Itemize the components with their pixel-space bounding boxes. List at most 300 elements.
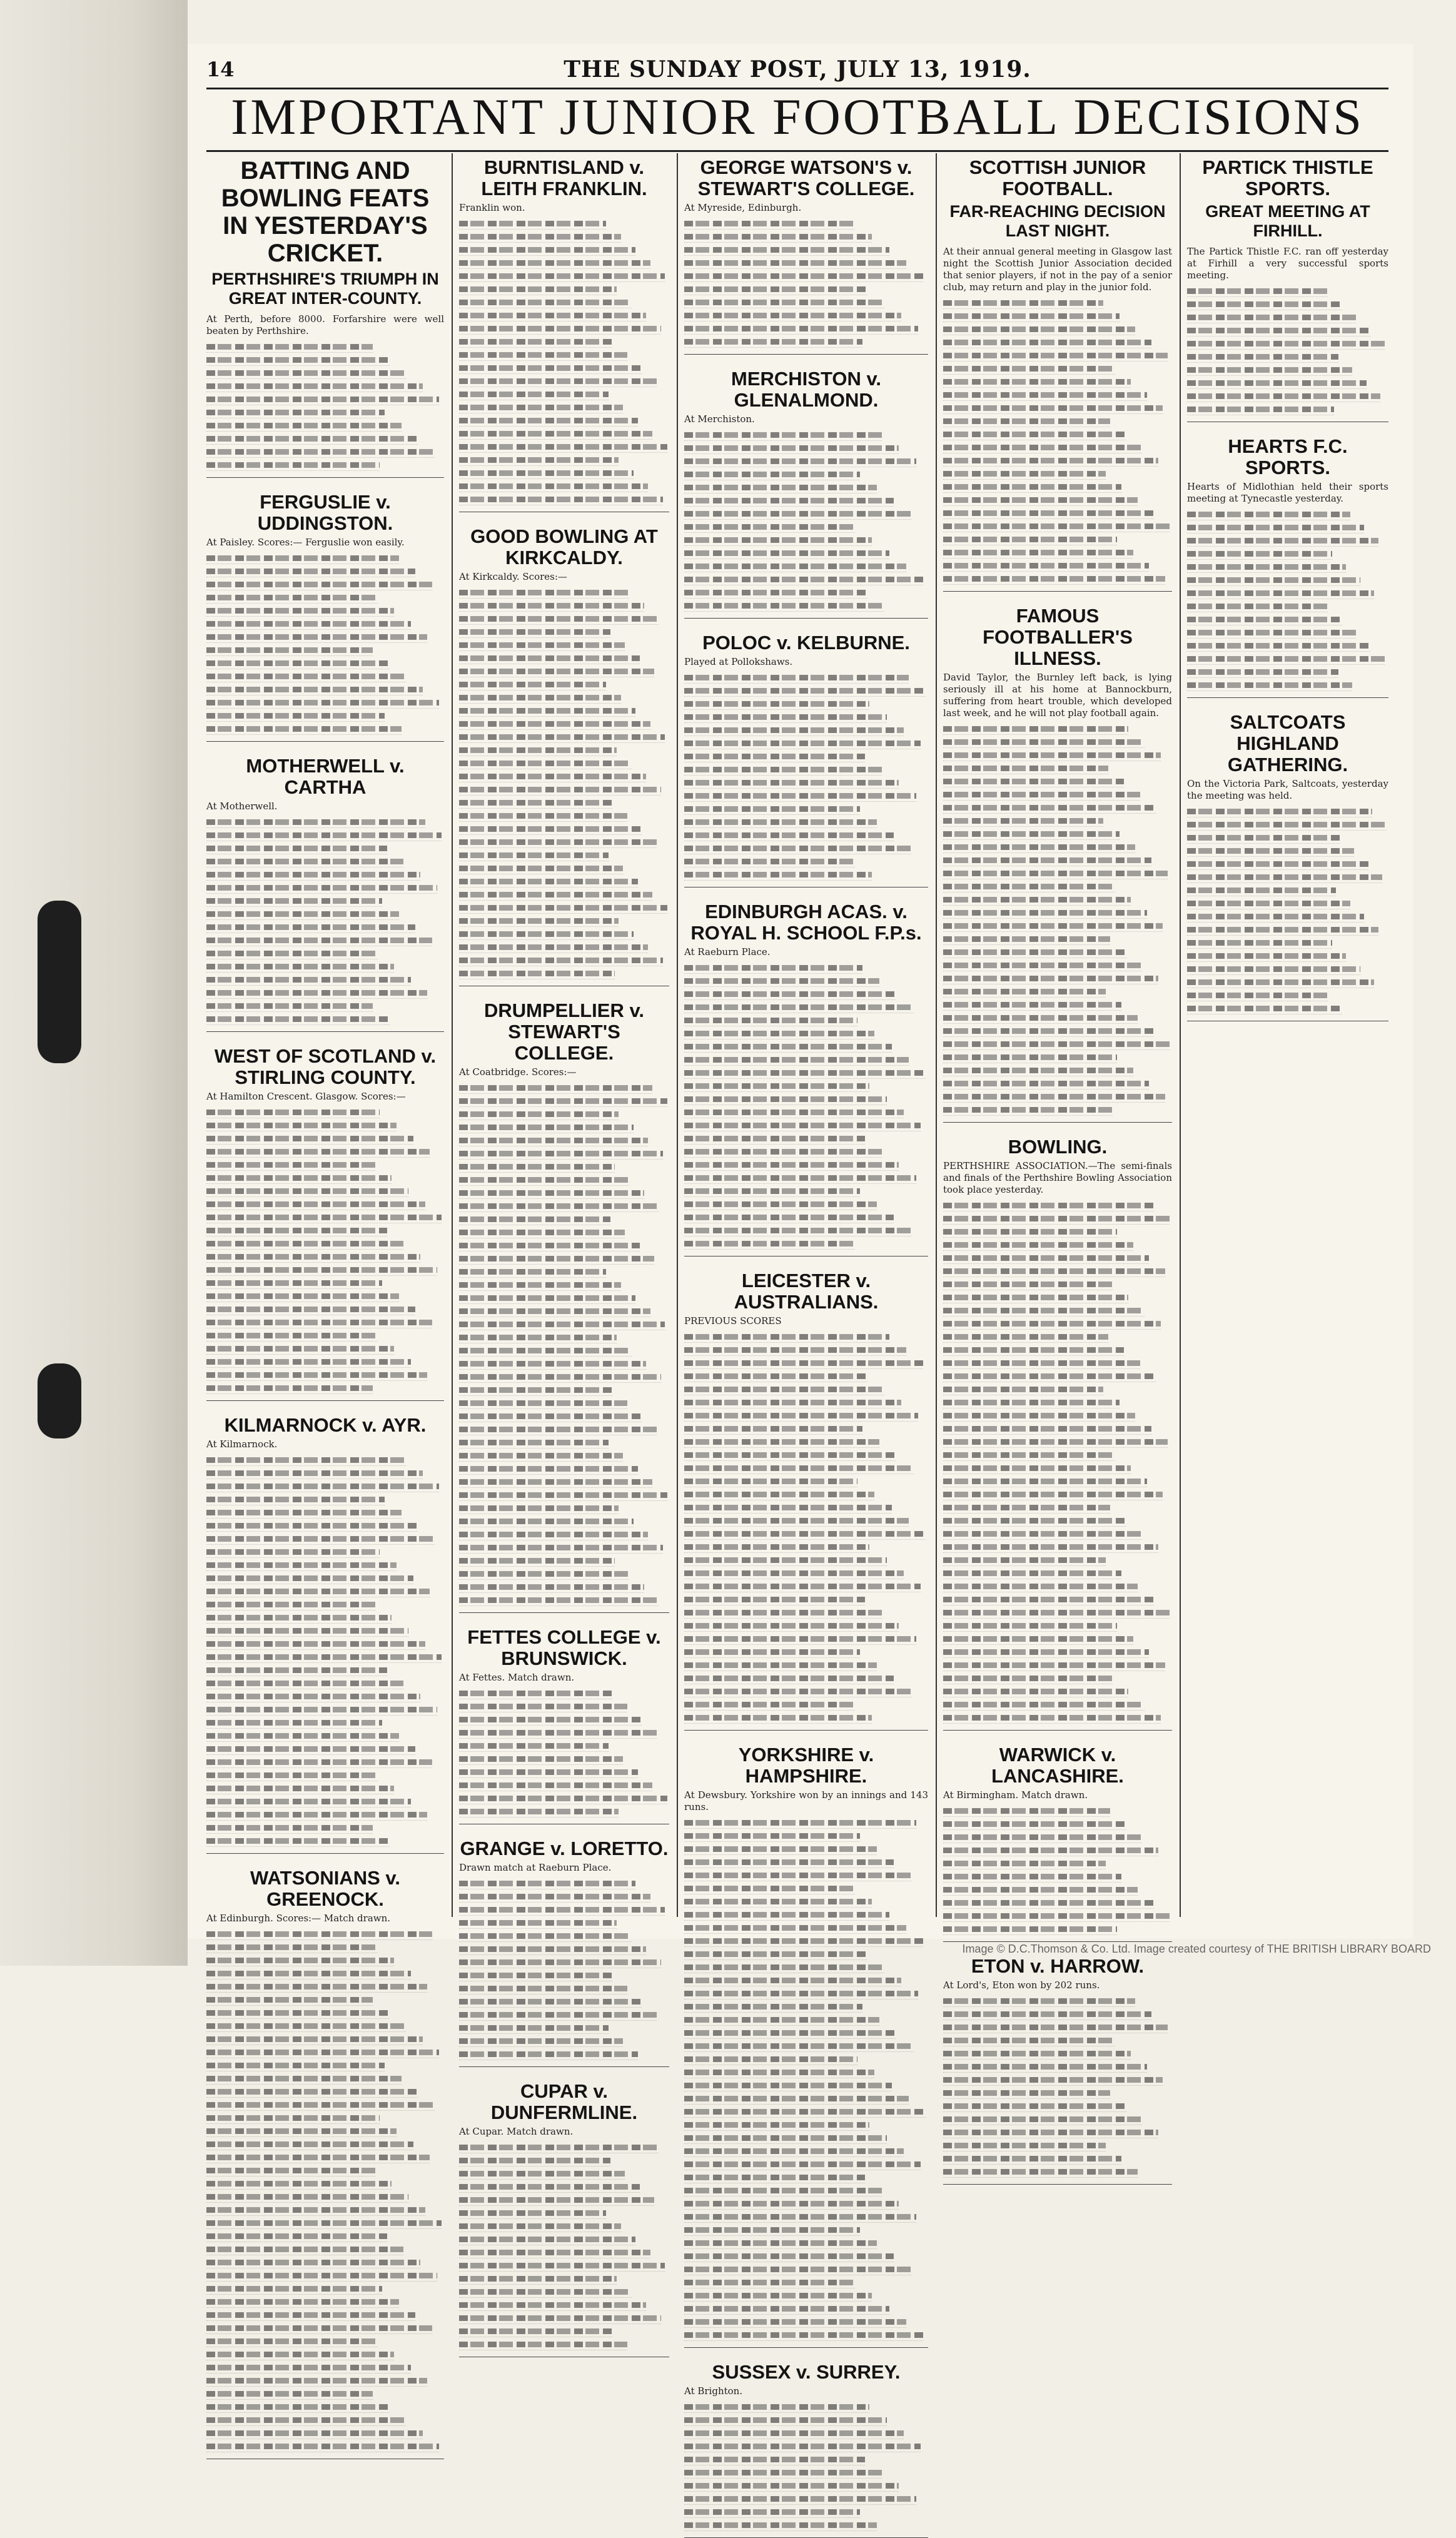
text-line — [206, 433, 418, 445]
text-line — [206, 1343, 394, 1355]
text-line — [943, 2100, 1126, 2112]
text-line — [206, 1756, 432, 1768]
text-line — [943, 389, 1147, 401]
article — [1187, 436, 1388, 698]
article-body-text — [206, 1928, 444, 2452]
article — [459, 1000, 669, 1613]
text-line — [206, 2375, 427, 2387]
text-line — [459, 718, 650, 730]
text-line — [459, 757, 632, 769]
text-line — [943, 1884, 1138, 1896]
text-line — [684, 1922, 906, 1934]
text-line — [206, 618, 411, 630]
text-line — [684, 2480, 899, 2492]
text-line — [459, 428, 652, 440]
article-lead: At Coatbridge. Scores:— — [459, 1066, 577, 1078]
text-line — [684, 1935, 923, 1947]
article-lead: At Kirkcaldy. Scores:— — [459, 571, 567, 582]
text-line — [1187, 298, 1342, 310]
text-line — [684, 829, 894, 841]
column-1 — [206, 153, 444, 1928]
text-line — [943, 560, 1149, 572]
text-line — [943, 547, 1133, 559]
article-body-text — [943, 1995, 1172, 2178]
text-line — [206, 1572, 413, 1584]
article-body-text — [684, 2401, 928, 2531]
text-line — [459, 2141, 659, 2153]
text-line — [943, 907, 1147, 919]
text-line — [206, 2033, 423, 2045]
article-lead: At Lord's, Eton won by 202 runs. — [943, 1979, 1100, 1991]
text-line — [943, 1370, 1156, 1382]
text-line — [206, 2073, 402, 2085]
text-line — [459, 480, 648, 492]
text-line — [943, 1200, 1154, 1211]
text-line — [684, 1146, 882, 1158]
text-line — [206, 631, 427, 643]
text-line — [459, 1766, 638, 1778]
text-line — [459, 2168, 625, 2180]
text-line — [206, 1954, 394, 1966]
text-line — [943, 573, 1165, 585]
text-line — [943, 336, 1151, 348]
text-line — [206, 459, 380, 471]
text-line — [459, 823, 642, 835]
text-line — [684, 2198, 899, 2210]
text-line — [459, 2181, 640, 2193]
article-body-text — [684, 218, 928, 348]
text-line — [206, 1507, 402, 1519]
text-line — [943, 802, 1156, 814]
text-line — [206, 1835, 390, 1847]
text-line — [684, 1856, 894, 1868]
text-line — [206, 2257, 420, 2268]
text-line — [943, 1449, 1115, 1461]
text-line — [206, 2335, 378, 2347]
text-line — [206, 1317, 432, 1328]
article-separator — [684, 1730, 928, 1731]
text-line — [684, 218, 855, 230]
text-line — [684, 1014, 857, 1026]
text-line — [684, 270, 923, 282]
text-line — [459, 244, 635, 256]
text-line — [943, 323, 1135, 335]
text-line — [1187, 666, 1338, 678]
text-line — [1187, 390, 1380, 402]
text-line — [459, 968, 615, 979]
text-line — [1187, 858, 1368, 870]
text-line — [206, 1000, 373, 1012]
text-line — [1187, 403, 1334, 415]
text-line — [943, 1265, 1165, 1277]
text-line — [459, 849, 609, 861]
text-line — [459, 1476, 652, 1488]
headline-rule — [206, 150, 1388, 152]
text-line — [206, 1704, 437, 1716]
text-line — [459, 639, 625, 651]
text-line — [1187, 364, 1352, 376]
article-lead: The Partick Thistle F.C. ran off yesterday at Firhill a very successful sports meeting. — [1187, 246, 1388, 281]
text-line — [1187, 924, 1378, 936]
article-lead: At Myreside, Edinburgh. — [684, 202, 802, 213]
text-line — [206, 1533, 435, 1545]
text-line — [206, 670, 406, 682]
text-line — [206, 1238, 403, 1250]
article — [684, 1744, 928, 2348]
text-line — [684, 1817, 916, 1829]
text-line — [459, 1727, 657, 1739]
text-line — [684, 737, 921, 749]
text-line — [684, 1502, 892, 1514]
text-line — [206, 380, 423, 392]
article — [943, 605, 1172, 1123]
text-line — [684, 1106, 904, 1118]
text-line — [206, 1303, 415, 1315]
text-line — [206, 1013, 390, 1025]
text-line — [1187, 1003, 1342, 1014]
article — [1187, 712, 1388, 1021]
text-line — [684, 2132, 887, 2144]
text-line — [206, 1382, 373, 1394]
text-line — [459, 296, 632, 308]
text-line — [459, 493, 663, 505]
text-line — [206, 1369, 427, 1381]
text-line — [206, 2165, 375, 2177]
text-line — [684, 1896, 872, 1908]
text-line — [459, 1371, 661, 1383]
text-line — [206, 657, 390, 669]
text-line — [684, 1712, 872, 1724]
text-line — [684, 1093, 887, 1105]
text-line — [684, 2211, 916, 2223]
article-subheadline: FAR-REACHING DECISION LAST NIGHT. — [949, 202, 1166, 240]
article-headline: YORKSHIRE v. HAMPSHIRE. — [738, 1744, 874, 1787]
article-lead: At Dewsbury. Yorkshire won by an innings and 143 runs. — [684, 1789, 928, 1812]
article-lead: At Paisley. Scores:— Ferguslie won easily. — [206, 537, 405, 548]
article-headline: FETTES COLLEGE v. BRUNSWICK. — [467, 1626, 661, 1669]
text-line — [684, 856, 855, 867]
text-line — [1187, 587, 1374, 599]
binding-shadow — [38, 901, 81, 1063]
text-line — [943, 350, 1168, 361]
article — [206, 1415, 444, 1854]
text-line — [206, 1251, 420, 1263]
text-line — [684, 1528, 926, 1540]
text-line — [206, 1106, 380, 1118]
text-line — [459, 902, 667, 914]
text-line — [684, 2185, 882, 2197]
text-line — [206, 2138, 413, 2150]
text-line — [943, 1051, 1117, 1063]
text-line — [206, 1717, 382, 1729]
text-line — [684, 1370, 867, 1382]
text-line — [684, 2506, 860, 2518]
text-line — [459, 1502, 619, 1514]
text-line — [206, 2427, 423, 2439]
text-line — [684, 429, 882, 441]
article-headline: PARTICK THISTLE SPORTS. — [1202, 156, 1373, 200]
article-lead: Drawn match at Raeburn Place. — [459, 1862, 612, 1873]
text-line — [459, 665, 654, 677]
text-line — [943, 2061, 1147, 2073]
text-line — [1187, 535, 1378, 547]
text-line — [206, 1968, 411, 1979]
text-line — [206, 1211, 442, 1223]
text-line — [459, 349, 627, 361]
text-line — [459, 388, 609, 400]
text-line — [943, 1528, 1142, 1540]
text-line — [459, 1753, 623, 1765]
article-headline: MERCHISTON v. GLENALMOND. — [731, 368, 881, 411]
text-line — [1187, 911, 1364, 923]
article — [684, 2362, 928, 2538]
text-line — [943, 1910, 1170, 1922]
article — [459, 1838, 669, 2067]
text-line — [684, 842, 911, 854]
text-line — [684, 1449, 896, 1461]
text-line — [459, 454, 619, 466]
text-line — [943, 1462, 1131, 1474]
text-line — [206, 1185, 408, 1197]
text-line — [943, 1104, 1113, 1116]
text-line — [459, 1135, 648, 1146]
text-line — [459, 810, 627, 822]
text-line — [684, 2093, 909, 2105]
text-line — [684, 1646, 860, 1658]
text-line — [943, 1923, 1117, 1935]
text-line — [684, 2040, 914, 2052]
text-line — [459, 1397, 627, 1409]
text-line — [459, 441, 667, 453]
text-line — [459, 836, 657, 848]
text-line — [459, 652, 640, 664]
text-line — [943, 1091, 1165, 1103]
text-line — [684, 2290, 872, 2302]
text-line — [206, 710, 385, 722]
text-line — [206, 2296, 399, 2308]
article-headline: FERGUSLIE v. UDDINGSTON. — [257, 491, 393, 534]
article — [684, 1270, 928, 1731]
article-separator — [943, 591, 1172, 592]
text-line — [459, 1917, 617, 1929]
text-line — [684, 534, 872, 546]
text-line — [943, 1344, 1124, 1356]
article — [206, 1868, 444, 2459]
article-separator — [943, 2184, 1172, 2185]
article-headline: HEARTS F.C. SPORTS. — [1228, 435, 1348, 478]
text-line — [459, 1266, 606, 1278]
text-line — [459, 2233, 635, 2245]
text-line — [943, 1383, 1103, 1395]
text-line — [684, 1028, 874, 1039]
text-line — [206, 1120, 397, 1131]
text-line — [684, 560, 906, 572]
text-line — [459, 1806, 619, 1818]
text-line — [943, 1659, 1165, 1671]
text-line — [684, 1436, 879, 1448]
text-line — [943, 1818, 1126, 1830]
article — [206, 1046, 444, 1401]
text-line — [684, 2427, 904, 2439]
text-line — [459, 797, 612, 809]
text-line — [206, 1494, 385, 1505]
article-separator — [459, 1612, 669, 1613]
text-line — [943, 1410, 1135, 1422]
text-line — [459, 1943, 646, 1955]
text-line — [459, 1983, 627, 1995]
text-line — [459, 375, 657, 387]
text-line — [1187, 508, 1350, 520]
text-line — [206, 2440, 439, 2452]
text-line — [684, 1357, 923, 1369]
text-line — [459, 1213, 610, 1225]
text-line — [1187, 561, 1346, 573]
article-subheadline: GREAT MEETING AT FIRHILL. — [1205, 202, 1370, 240]
text-line — [943, 2153, 1121, 2165]
text-line — [459, 1463, 638, 1475]
text-line — [943, 494, 1138, 506]
text-line — [684, 1830, 860, 1842]
text-line — [684, 2053, 857, 2065]
text-line — [206, 2348, 394, 2360]
text-line — [459, 2207, 606, 2219]
text-line — [943, 973, 1158, 984]
text-line — [684, 869, 872, 881]
text-line — [459, 1450, 623, 1462]
text-line — [459, 1095, 667, 1107]
text-line — [943, 1672, 1113, 1684]
text-line — [684, 1580, 921, 1592]
text-line — [206, 2007, 390, 2019]
article — [684, 157, 928, 355]
text-line — [943, 1633, 1133, 1645]
text-line — [206, 354, 390, 366]
article-lead: PERTHSHIRE ASSOCIATION.—The semi-finals and finals of the Perthshire Bowling Association took place yesterday. — [943, 1160, 1172, 1195]
text-line — [684, 1475, 857, 1487]
text-line — [459, 1358, 646, 1370]
text-line — [1187, 548, 1332, 560]
text-line — [206, 1520, 418, 1532]
text-line — [943, 1858, 1106, 1869]
article-body-text — [206, 816, 444, 1025]
article — [943, 1956, 1172, 2185]
text-line — [684, 685, 926, 697]
text-line — [684, 1974, 901, 1986]
article-body-text — [1187, 285, 1388, 415]
masthead-title: THE SUNDAY POST, JULY 13, 1919. — [564, 56, 1031, 83]
text-line — [459, 1904, 665, 1916]
article-headline: BOWLING. — [1008, 1136, 1108, 1158]
text-line — [1187, 884, 1336, 896]
text-line — [943, 2021, 1168, 2033]
text-line — [206, 2151, 430, 2163]
text-line — [943, 2087, 1110, 2099]
text-line — [459, 1568, 629, 1580]
text-line — [1187, 600, 1328, 612]
text-line — [206, 1809, 427, 1821]
text-line — [943, 867, 1168, 879]
text-line — [206, 341, 373, 353]
text-line — [1187, 338, 1385, 350]
article-lead: Hearts of Midlothian held their sports meeting at Tynecastle yesterday. — [1187, 481, 1388, 504]
article-headline: SUSSEX v. SURREY. — [712, 2361, 901, 2383]
text-line — [206, 605, 394, 617]
article-headline: SCOTTISH JUNIOR FOOTBALL. — [969, 156, 1146, 200]
article-lead: On the Victoria Park, Saltcoats, yesterday the meeting was held. — [1187, 778, 1388, 801]
text-line — [684, 1462, 914, 1474]
text-line — [943, 1646, 1149, 1658]
text-line — [943, 533, 1117, 545]
text-line — [459, 1891, 650, 1903]
text-line — [206, 2099, 435, 2111]
text-line — [684, 442, 899, 454]
text-line — [684, 777, 899, 789]
text-line — [459, 876, 638, 887]
text-line — [684, 790, 916, 802]
text-line — [459, 784, 661, 796]
article-headline: WEST OF SCOTLAND v. STIRLING COUNTY. — [214, 1045, 437, 1088]
article-lead: At Perth, before 8000. Forfarshire were well beaten by Perthshire. — [206, 313, 444, 336]
text-line — [943, 894, 1131, 906]
text-line — [943, 520, 1170, 532]
text-line — [459, 587, 629, 599]
text-line — [459, 1161, 615, 1173]
text-line — [943, 1078, 1149, 1090]
text-line — [684, 1185, 860, 1197]
text-line — [459, 231, 621, 243]
text-line — [206, 1928, 432, 1940]
text-line — [206, 1225, 387, 1236]
text-line — [459, 2247, 650, 2258]
text-line — [206, 723, 402, 735]
text-line — [684, 336, 862, 348]
text-line — [206, 1264, 437, 1276]
article-separator — [206, 1853, 444, 1854]
text-line — [206, 644, 373, 656]
article-headline: KILMARNOCK v. AYR. — [224, 1414, 427, 1436]
article-subheadline: PERTHSHIRE'S TRIUMPH IN GREAT INTER-COUNTY. — [211, 270, 439, 308]
text-line — [684, 1172, 916, 1184]
text-line — [684, 1423, 862, 1435]
text-line — [206, 1730, 399, 1742]
text-line — [943, 2035, 1115, 2046]
text-line — [1187, 845, 1354, 857]
text-line — [684, 1554, 887, 1566]
article-lead: Franklin won. — [459, 202, 525, 213]
text-line — [459, 1581, 644, 1593]
text-line — [943, 1580, 1138, 1592]
text-line — [684, 2329, 923, 2341]
text-line — [684, 1489, 874, 1500]
text-line — [943, 723, 1128, 735]
text-line — [206, 1677, 403, 1689]
article-lead: At Kilmarnock. — [206, 1438, 278, 1450]
text-line — [459, 2155, 610, 2166]
article-separator — [459, 2066, 669, 2067]
text-line — [943, 776, 1124, 787]
text-line — [943, 1331, 1108, 1343]
column-divider — [677, 153, 678, 1917]
text-line — [459, 1279, 621, 1291]
text-line — [1187, 285, 1328, 297]
article-body-text — [206, 341, 444, 471]
text-line — [684, 574, 923, 585]
text-line — [206, 2322, 432, 2334]
text-line — [459, 1555, 615, 1567]
text-line — [206, 1146, 430, 1158]
text-line — [206, 1664, 387, 1676]
text-line — [943, 1357, 1140, 1369]
